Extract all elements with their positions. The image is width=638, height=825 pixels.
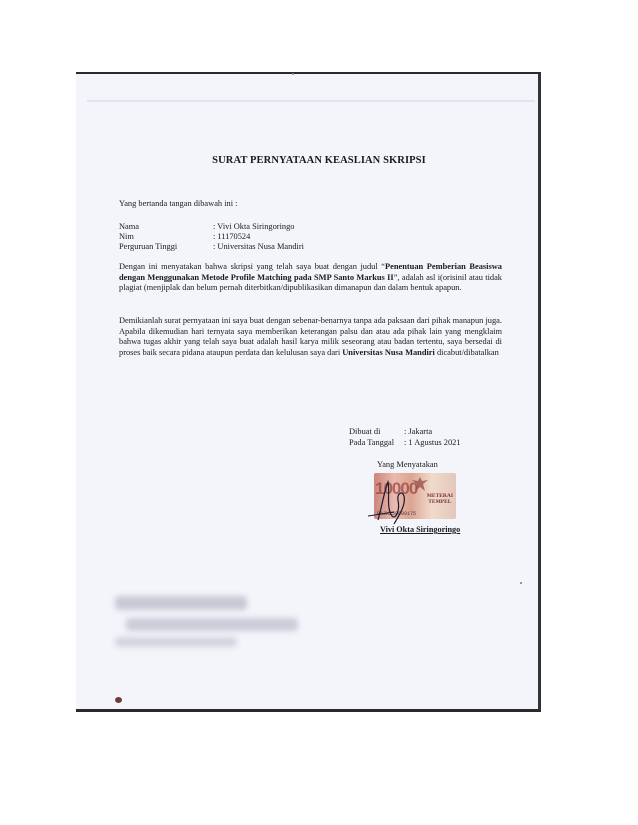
field-label-university: Perguruan Tinggi <box>119 242 178 251</box>
document-title: SURAT PERNYATAAN KEASLIAN SKRIPSI <box>212 155 426 166</box>
signer-name: Vivi Okta Siringoringo <box>380 525 461 534</box>
speck <box>292 73 294 75</box>
statement-text-after: ”, adalah asl i(orisinil atau tidak plagiat (menjiplak dan belum pernah diterbitkan/dipublikasikan dimanapun dan dalam bentuk apapun. <box>119 272 502 293</box>
declaration-paragraph <box>119 316 502 358</box>
field-label-name: Nama <box>119 222 139 231</box>
stamp-number: 10000 <box>375 479 418 498</box>
stamp-code: BAJX258600175 <box>377 511 417 517</box>
place-label: Dibuat di <box>349 427 381 436</box>
date-label: Pada Tanggal <box>349 438 395 447</box>
scanned-page <box>76 72 541 712</box>
field-value-nim: : 11170524 <box>213 232 251 241</box>
thesis-title: Penentuan Pemberian Beasiswa dengan Menggunakan Metode Profile Matching pada SMP Santo Markus II <box>119 262 502 282</box>
ink-spot <box>115 697 122 703</box>
blurred-footer-line-1 <box>115 596 247 610</box>
signature-scribble-icon <box>364 470 424 528</box>
declarer-label: Yang Menyatakan <box>377 460 438 469</box>
stamp-label: METERAI TEMPEL <box>426 493 453 505</box>
field-value-name: : Vivi Okta Siringoringo <box>213 222 295 231</box>
blurred-footer-line-3 <box>115 637 237 647</box>
place-value: : Jakarta <box>404 427 433 436</box>
paper-edge <box>87 100 535 102</box>
declaration-text-before: Demikianlah surat pernyataan ini saya buat dengan sebenar-benarnya tanpa ada paksaan dari pihak manapun juga. Apabila dikemudian hari ternyata saya memberikan keterangan palsu dan atau ada pihak lain yang mengklaim bahwa tugas akhir yang telah saya buat adalah hasil karya milik seseorang atau badan tertentu, saya bersedai di proses baik secara pidana ataupun perdata dan kelulusan saya dari <box>119 316 502 357</box>
declaration-text-after: dicabut/dibatalkan <box>434 347 499 357</box>
field-value-university: : Universitas Nusa Mandiri <box>213 242 304 251</box>
blurred-footer-line-2 <box>126 618 298 631</box>
university-name-bold: Universitas Nusa Mandiri <box>342 347 435 357</box>
intro-text: Yang bertanda tangan dibawah ini : <box>119 199 238 208</box>
statement-text-before: Dengan ini menyatakan bahwa skripsi yang telah saya buat dengan judul “ <box>119 262 386 271</box>
date-value: : 1 Agustus 2021 <box>404 438 461 447</box>
statement-paragraph <box>119 262 502 294</box>
field-label-nim: Nim <box>119 232 134 241</box>
speck <box>520 582 522 584</box>
